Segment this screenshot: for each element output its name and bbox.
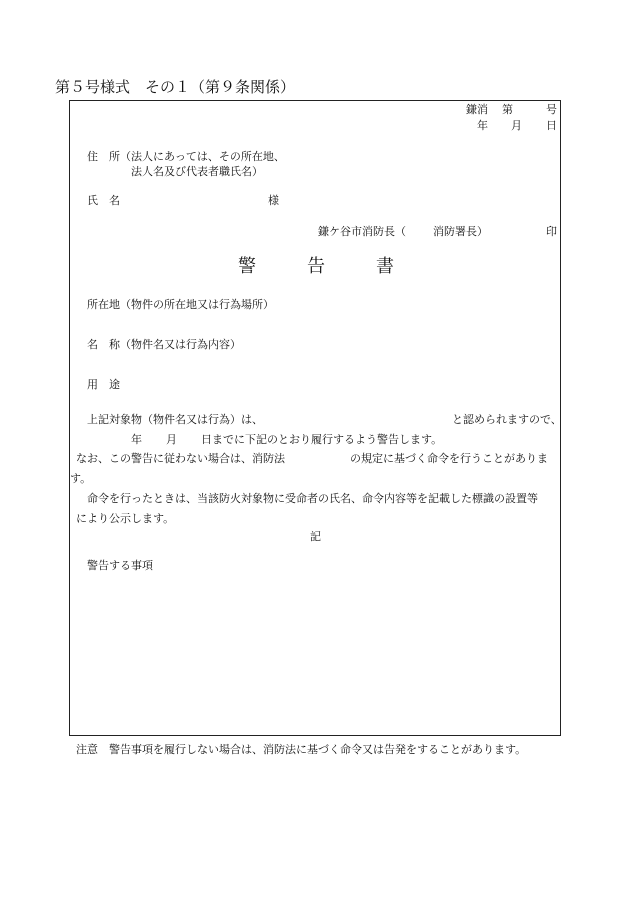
location-label: 所在地（物件の所在地又は行為場所） [87,298,274,311]
ki-label: 記 [310,530,321,543]
body-line2-tsuki: 月 [166,433,177,446]
body-line1-a: 上記対象物（物件名又は行為）は、 [87,413,263,426]
name-field-label: 名 称（物件名又は行為内容） [87,338,241,351]
seal-label: 印 [546,225,557,238]
body-line2-nen: 年 [131,433,142,446]
header-dai: 第 [502,103,513,116]
body-line5: 命令を行ったときは、当該防火対象物に受命者の氏名、命令内容等を記載した標識の設置等 [87,492,538,505]
footer-note: 注意 警告事項を履行しない場合は、消防法に基づく命令又は告発をすることがあります。 [76,743,527,756]
body-line4: す。 [70,472,92,485]
warning-items-label: 警告する事項 [87,559,153,572]
body-line3-b: の規定に基づく命令を行うことがありま [350,452,548,465]
body-line1-b: と認められますので、 [452,413,562,426]
header-tsuki: 月 [511,119,522,132]
form-title: 第５号様式 その１（第９条関係） [55,78,296,96]
doc-title-char-1: 警 [238,256,256,277]
header-nen: 年 [477,119,488,132]
header-kamaso: 鎌消 [466,103,488,116]
issuer-suffix: 消防署長） [433,225,488,238]
name-label: 氏 名 [87,194,120,207]
doc-title-char-3: 書 [376,256,394,277]
usage-label: 用 途 [87,378,120,391]
issuer-name: 鎌ケ谷市消防長（ [318,225,406,238]
body-line6: により公示します。 [76,512,175,525]
header-hi: 日 [546,119,557,132]
doc-title-char-2: 告 [307,256,325,277]
address-label-2: 法人名及び代表者職氏名） [131,165,263,178]
header-go: 号 [546,103,557,116]
body-line2-rest: 日までに下記のとおり履行するよう警告します。 [201,433,443,446]
address-label: 住 所（法人にあっては、その所在地、 [87,150,285,163]
body-line3-a: なお、この警告に従わない場合は、消防法 [76,452,285,465]
sama-label: 様 [268,194,279,207]
